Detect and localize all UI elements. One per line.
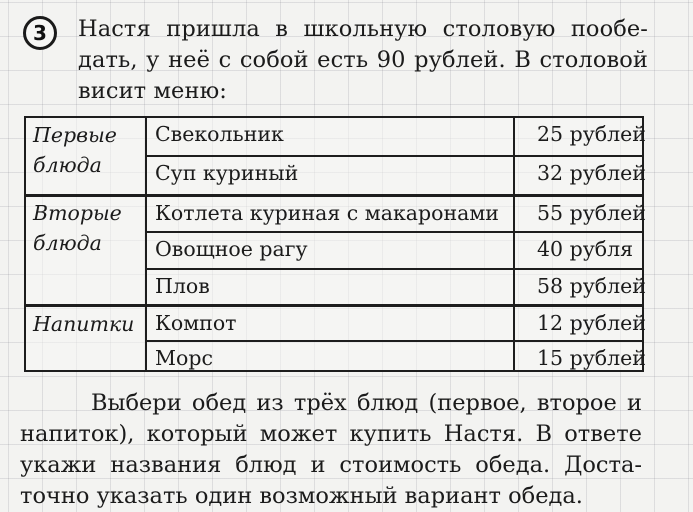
dish-name: Плов (155, 274, 210, 298)
category-first-courses (33, 120, 117, 180)
category-label: Вторые (33, 201, 122, 225)
dish-price: 55 рублей (537, 201, 646, 225)
category-label: Первые (33, 123, 117, 147)
dish-price: 25 рублей (537, 122, 646, 146)
problem-number: 3 (33, 21, 47, 45)
statement-line: Настя пришла в школьную столовую пообе- (78, 16, 648, 42)
dish-name: Компот (155, 311, 237, 335)
task-line: Выбери обед из трёх блюд (первое, второе и (91, 390, 642, 416)
dish-name: Морс (155, 346, 213, 370)
statement-line: висит меню: (78, 78, 227, 104)
category-label: Напитки (33, 312, 135, 336)
menu-row (147, 157, 644, 193)
dish-name: Овощное рагу (155, 237, 308, 261)
dish-price: 40 рубля (537, 237, 634, 261)
dish-price: 12 рублей (537, 311, 646, 335)
menu-row (147, 307, 644, 343)
problem-number-badge (23, 16, 57, 50)
category-label: блюда (33, 231, 102, 255)
dish-name: Суп куриный (155, 161, 299, 185)
dish-name: Свекольник (155, 122, 284, 146)
menu-row (147, 270, 644, 306)
dish-price: 32 рублей (537, 161, 646, 185)
category-second-courses (33, 198, 122, 258)
task-line: укажи названия блюд и стоимость обеда. Доста- (20, 452, 642, 478)
task-text (20, 388, 642, 512)
problem-statement (78, 14, 648, 107)
menu-table (24, 116, 644, 372)
task-line: напиток), который может купить Настя. В ответе (20, 421, 642, 447)
task-line: точно указать один возможный вариант обеда. (20, 483, 583, 509)
category-drinks (33, 309, 134, 339)
dish-name: Котлета куриная с макаронами (155, 201, 499, 225)
statement-line: дать, у неё с собой есть 90 рублей. В столовой (78, 47, 648, 73)
menu-row (147, 118, 644, 154)
dish-price: 58 рублей (537, 274, 646, 298)
menu-row (147, 233, 644, 269)
menu-row (147, 197, 644, 233)
menu-row (147, 342, 644, 378)
category-label: блюда (33, 153, 102, 177)
dish-price: 15 рублей (537, 346, 646, 370)
